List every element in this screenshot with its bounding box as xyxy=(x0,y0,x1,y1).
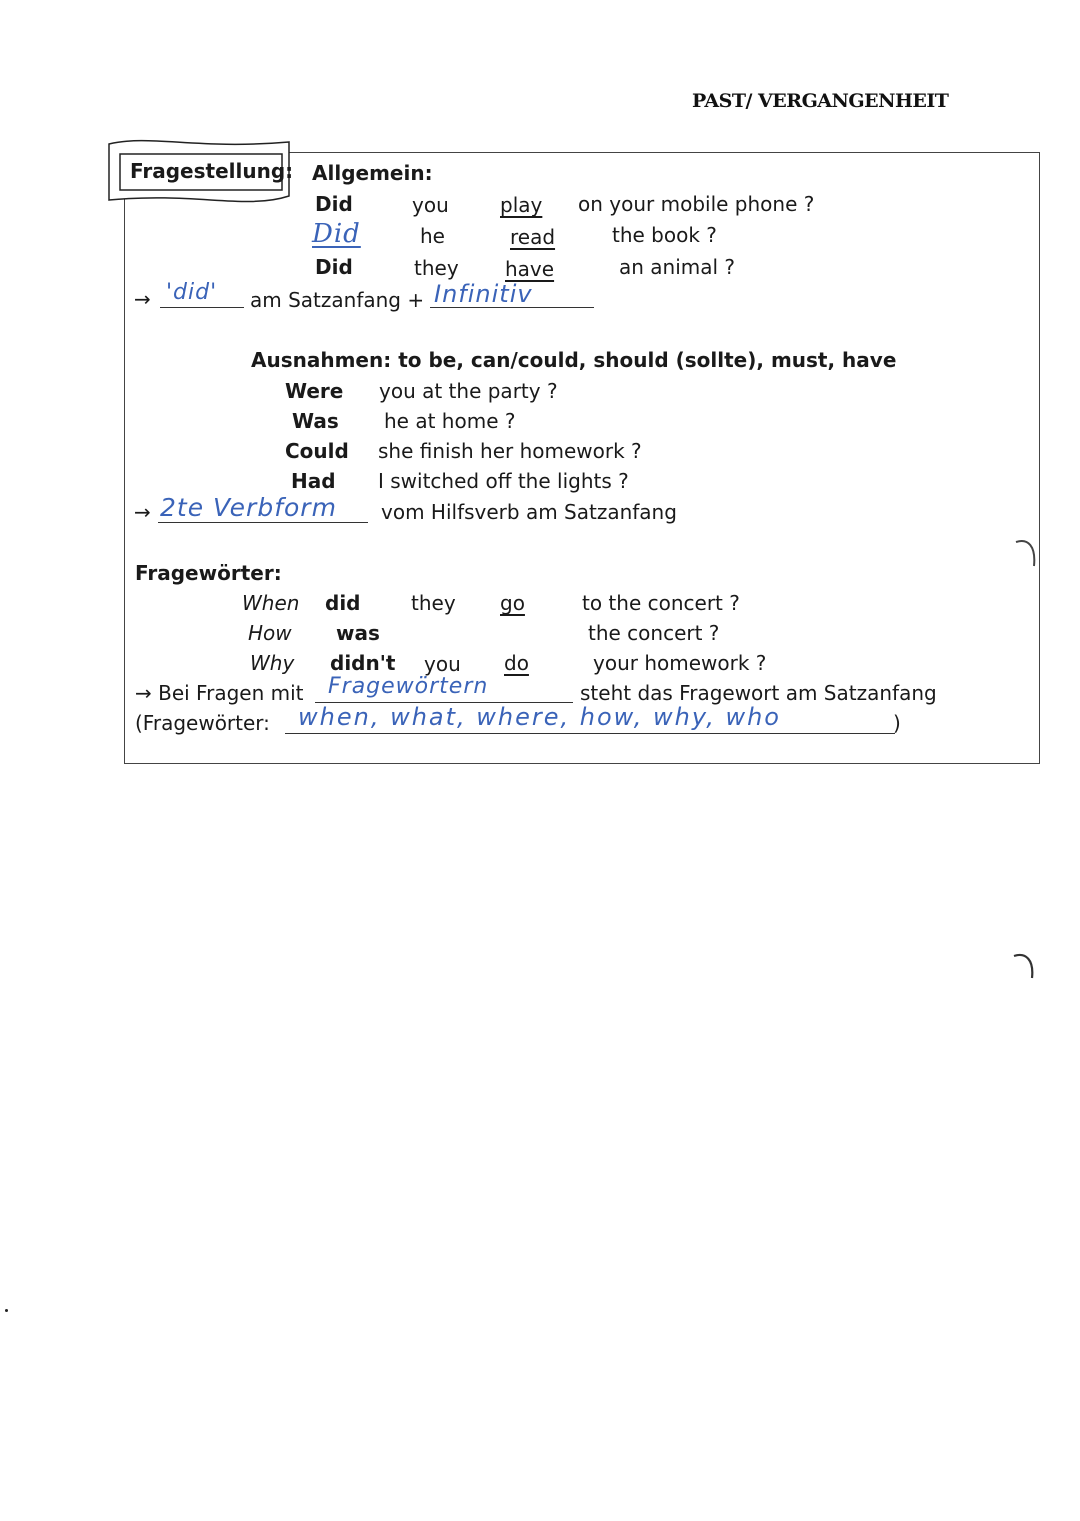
fragewoerter-heading: Fragewörter: xyxy=(135,561,282,585)
allgemein-row-1-aux: Did xyxy=(315,192,353,216)
page-mark-1 xyxy=(1012,536,1042,572)
fragewoerter-list-blank: when, what, where, how, why, who xyxy=(298,703,781,731)
page-dot xyxy=(5,1309,8,1312)
allgemein-row-2-aux-handwritten: Did xyxy=(312,219,361,249)
ausnahmen-row-4-rest: I switched off the lights ? xyxy=(378,469,629,493)
fragewoerter-row-1-aux: did xyxy=(325,591,361,615)
allgemein-row-1-verb: play xyxy=(500,193,543,217)
fragewoerter-row-3-subject: you xyxy=(424,652,461,676)
ausnahmen-row-1-rest: you at the party ? xyxy=(379,379,558,403)
ausnahmen-rule-arrow: → xyxy=(134,500,151,524)
ausnahmen-row-4-aux: Had xyxy=(291,469,336,493)
fragewoerter-row-1-verb: go xyxy=(500,591,525,615)
fragewoerter-list-prefix: (Fragewörter: xyxy=(135,711,270,735)
fragewoerter-row-3-rest: your homework ? xyxy=(593,651,767,675)
fragewoerter-row-2-rest: the concert ? xyxy=(588,621,720,645)
allgemein-row-2-rest: the book ? xyxy=(612,223,717,247)
allgemein-row-3-verb: have xyxy=(505,257,555,281)
page-title: PAST/ VERGANGENHEIT xyxy=(692,90,949,112)
fragewoerter-row-2-aux: was xyxy=(336,621,380,645)
fragewoerter-rule-blank: Fragewörtern xyxy=(328,674,489,699)
fragewoerter-list-suffix: ) xyxy=(893,711,901,735)
allgemein-row-3-subject: they xyxy=(414,256,459,280)
fragewoerter-rule-suffix: steht das Fragewort am Satzanfang xyxy=(580,681,937,705)
allgemein-heading: Allgemein: xyxy=(312,161,433,185)
allgemein-row-3-aux: Did xyxy=(315,255,353,279)
allgemein-rule-middle: am Satzanfang + xyxy=(250,288,425,312)
ausnahmen-heading: Ausnahmen: to be, can/could, should (sollte), must, have xyxy=(251,348,897,372)
fragewoerter-row-1-qword: When xyxy=(242,591,300,615)
ausnahmen-rule-blank: 2te Verbform xyxy=(160,493,337,522)
ausnahmen-row-3-rest: she finish her homework ? xyxy=(378,439,642,463)
allgemein-row-1-subject: you xyxy=(412,193,449,217)
allgemein-row-3-rest: an animal ? xyxy=(619,255,736,279)
allgemein-rule-arrow: → xyxy=(134,287,151,311)
fragewoerter-row-3-qword: Why xyxy=(250,651,295,675)
fragewoerter-row-3-aux: didn't xyxy=(330,651,396,675)
fragewoerter-row-3-verb: do xyxy=(504,651,529,675)
allgemein-row-1-rest: on your mobile phone ? xyxy=(578,192,815,216)
fragestellung-label: Fragestellung: xyxy=(130,159,294,183)
ausnahmen-row-2-rest: he at home ? xyxy=(384,409,516,433)
allgemein-rule-blank1: 'did' xyxy=(166,280,218,305)
allgemein-rule-blank1-line xyxy=(160,307,244,308)
allgemein-rule-blank2: Infinitiv xyxy=(434,280,533,308)
ausnahmen-row-2-aux: Was xyxy=(292,409,339,433)
fragewoerter-row-2-qword: How xyxy=(248,621,292,645)
fragewoerter-list-blank-line xyxy=(285,733,895,734)
fragewoerter-row-1-rest: to the concert ? xyxy=(582,591,740,615)
ausnahmen-row-3-aux: Could xyxy=(285,439,349,463)
page-mark-2 xyxy=(1010,950,1040,986)
allgemein-row-2-verb: read xyxy=(510,225,556,249)
fragewoerter-rule-prefix: → Bei Fragen mit xyxy=(135,681,304,705)
allgemein-row-2-subject: he xyxy=(420,224,445,248)
ausnahmen-rule-text: vom Hilfsverb am Satzanfang xyxy=(381,500,677,524)
ausnahmen-rule-blank-line xyxy=(158,522,368,523)
ausnahmen-row-1-aux: Were xyxy=(285,379,344,403)
fragewoerter-row-1-subject: they xyxy=(411,591,456,615)
